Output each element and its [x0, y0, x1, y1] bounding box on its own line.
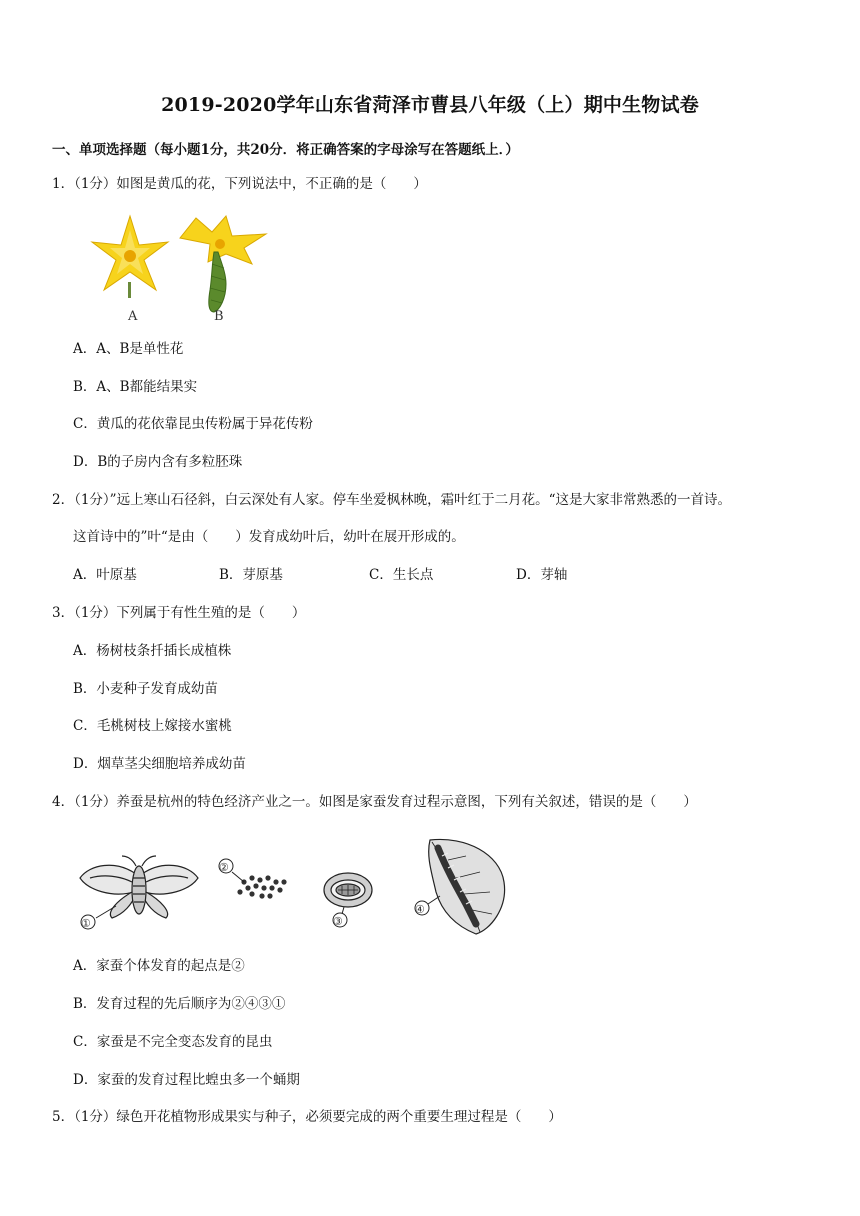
question-1-option-b[interactable]: B．A、B都能结果实: [73, 379, 198, 395]
question-4-option-d[interactable]: D．家蚕的发育过程比蝗虫多一个蛹期: [73, 1072, 300, 1088]
question-3-option-b[interactable]: B．小麦种子发育成幼苗: [73, 681, 218, 697]
question-4-option-a[interactable]: A．家蚕个体发育的起点是②: [73, 958, 245, 974]
question-3-stem: 3．（1分）下列属于有性生殖的是（ ）: [52, 605, 306, 621]
stage-4-label: ④: [415, 903, 425, 916]
page-title: 2019-2020学年山东省菏泽市曹县八年级（上）期中生物试卷: [161, 94, 699, 116]
moth-image: [80, 856, 198, 918]
question-3-option-c[interactable]: C．毛桃树枝上嫁接水蜜桃: [73, 718, 232, 734]
section-heading: 一、单项选择题（每小题1分，共20分．将正确答案的字母涂写在答题纸上．）: [52, 142, 519, 158]
question-1-option-d[interactable]: D．B的子房内含有多粒胚珠: [73, 454, 243, 470]
question-2-option-a[interactable]: A．叶原基: [73, 567, 137, 583]
flower-a-label: A: [128, 309, 138, 324]
question-5-stem: 5．（1分）绿色开花植物形成果实与种子，必须要完成的两个重要生理过程是（ ）: [52, 1109, 562, 1125]
question-3-option-a[interactable]: A．杨树枝条扦插长成植株: [73, 643, 232, 659]
question-4-stem: 4．（1分）养蚕是杭州的特色经济产业之一。如图是家蚕发育过程示意图，下列有关叙述，错误的是（ ）: [52, 794, 697, 810]
question-4-option-b[interactable]: B．发育过程的先后顺序为②④③①: [73, 996, 286, 1012]
stage-1-label: ①: [81, 917, 91, 930]
stage-2-label: ②: [219, 861, 229, 874]
question-1-stem: 1．（1分）如图是黄瓜的花，下列说法中，不正确的是（ ）: [52, 176, 427, 192]
cucumber-flower-figure: [76, 212, 276, 324]
stage-3-label: ③: [333, 915, 343, 928]
question-2-stem-line-1: 2．（1分）”远上寒山石径斜，白云深处有人家。停车坐爱枫林晚，霜叶红于二月花。“这是大家非常熟悉的一首诗。: [52, 492, 731, 508]
question-2-stem-line-2: 这首诗中的”叶“是由（ ）发育成幼叶后，幼叶在展开形成的。: [73, 529, 465, 545]
question-1-option-c[interactable]: C．黄瓜的花依靠昆虫传粉属于异花传粉: [73, 416, 313, 432]
silkworm-lifecycle-figure: [76, 834, 516, 938]
question-2-option-c[interactable]: C．生长点: [369, 567, 434, 583]
larva-on-leaf-image: [429, 839, 505, 934]
question-3-option-d[interactable]: D．烟草茎尖细胞培养成幼苗: [73, 756, 246, 772]
flower-b-image: [180, 216, 266, 312]
question-2-option-d[interactable]: D．芽轴: [516, 567, 568, 583]
question-4-option-c[interactable]: C．家蚕是不完全变态发育的昆虫: [73, 1034, 273, 1050]
question-2-option-b[interactable]: B．芽原基: [219, 567, 283, 583]
question-1-option-a[interactable]: A．A、B是单性花: [73, 341, 184, 357]
flower-b-label: B: [214, 309, 224, 324]
eggs-image: [237, 875, 286, 898]
flower-a-image: [92, 216, 168, 298]
cocoon-image: [324, 873, 372, 907]
